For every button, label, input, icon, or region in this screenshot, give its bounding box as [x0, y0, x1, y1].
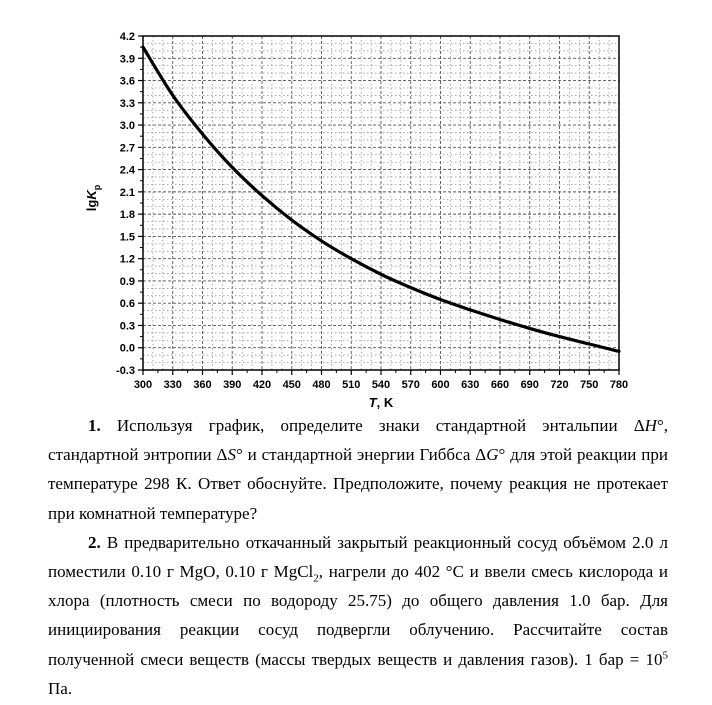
y-tick-label: 2.1 [119, 186, 135, 199]
x-tick-label: 720 [550, 379, 569, 391]
y-tick-label: 0.3 [119, 320, 135, 333]
x-tick-label: 600 [431, 379, 450, 391]
y-tick-label: 0.6 [119, 298, 135, 311]
x-tick-label: 690 [520, 379, 539, 391]
question-1 [48, 411, 668, 528]
question-number: 2. [88, 532, 107, 552]
y-axis-title: lgK$_p$ [84, 184, 102, 212]
x-tick-label: 570 [401, 379, 420, 391]
x-tick-label: 630 [461, 379, 480, 391]
y-tick-label: 3.3 [119, 97, 135, 110]
grid-layer [143, 36, 619, 370]
ticks-layer [138, 36, 619, 375]
x-tick-label: 330 [163, 379, 182, 391]
y-tick-label: -0.3 [116, 365, 135, 377]
question-text: °, стандартной энтропии Δ [48, 416, 668, 465]
questions-text [48, 411, 668, 703]
x-tick-label: 300 [133, 379, 153, 391]
y-tick-label: 2.7 [119, 142, 135, 155]
y-tick-label: 2.4 [119, 164, 135, 177]
italic-symbol: H [644, 416, 657, 435]
italic-symbol: G [486, 445, 499, 465]
x-tick-label: 360 [193, 379, 212, 391]
y-tick-label: 3.0 [119, 120, 135, 133]
x-tick-label: 480 [312, 379, 331, 391]
x-tick-label: 510 [342, 379, 361, 391]
y-tick-label: 4.2 [119, 31, 135, 43]
x-tick-label: 660 [490, 379, 510, 391]
y-tick-label: 3.9 [119, 53, 135, 66]
x-tick-label: 750 [580, 379, 599, 391]
y-tick-label: 0.9 [119, 275, 135, 288]
subscript: 2 [313, 572, 319, 585]
y-tick-label: 3.6 [119, 75, 135, 88]
x-axis-title: T, K [368, 395, 394, 410]
y-tick-label: 1.5 [119, 231, 135, 244]
x-tick-label: 390 [223, 379, 242, 391]
superscript: 5 [662, 648, 668, 661]
question-text: , нагрели до 402 °C и ввели смесь кислорода и хлора (плотность смеси по водороду 25.75) до общего давления 1.0 бар. Для инициирования реакции сосуд подвергли облучению. Рассчитайте состав полученной смеси веществ (массы твердых веществ и давления газов). 1 бар = 10 [48, 562, 668, 669]
question-text: В предварительно откачанный закрытый реакционный сосуд объёмом 2.0 л поместили 0.10 г MgO, 0.10 г MgCl [48, 532, 668, 582]
x-tick-label: 420 [252, 379, 272, 391]
x-tick-label: 450 [282, 379, 301, 391]
y-tick-label: 1.2 [119, 253, 135, 266]
y-tick-label: 0.0 [119, 342, 135, 355]
question-text: ° и стандартной энергии Гиббса Δ [235, 445, 487, 465]
italic-symbol: S [227, 445, 236, 465]
x-tick-label: 780 [609, 379, 629, 391]
y-tick-label: 1.8 [119, 209, 135, 222]
question-text: ° для этой реакции при температуре 298 К. Ответ обоснуйте. Предположите, почему реакция не протекает при комнатной температуре? [48, 445, 668, 523]
question-text: Па. [48, 678, 73, 698]
question-2 [48, 528, 668, 703]
question-text: Используя график, определите знаки стандартной энтальпии Δ [116, 416, 645, 435]
x-tick-label: 540 [371, 379, 391, 391]
question-number: 1. [88, 416, 117, 435]
